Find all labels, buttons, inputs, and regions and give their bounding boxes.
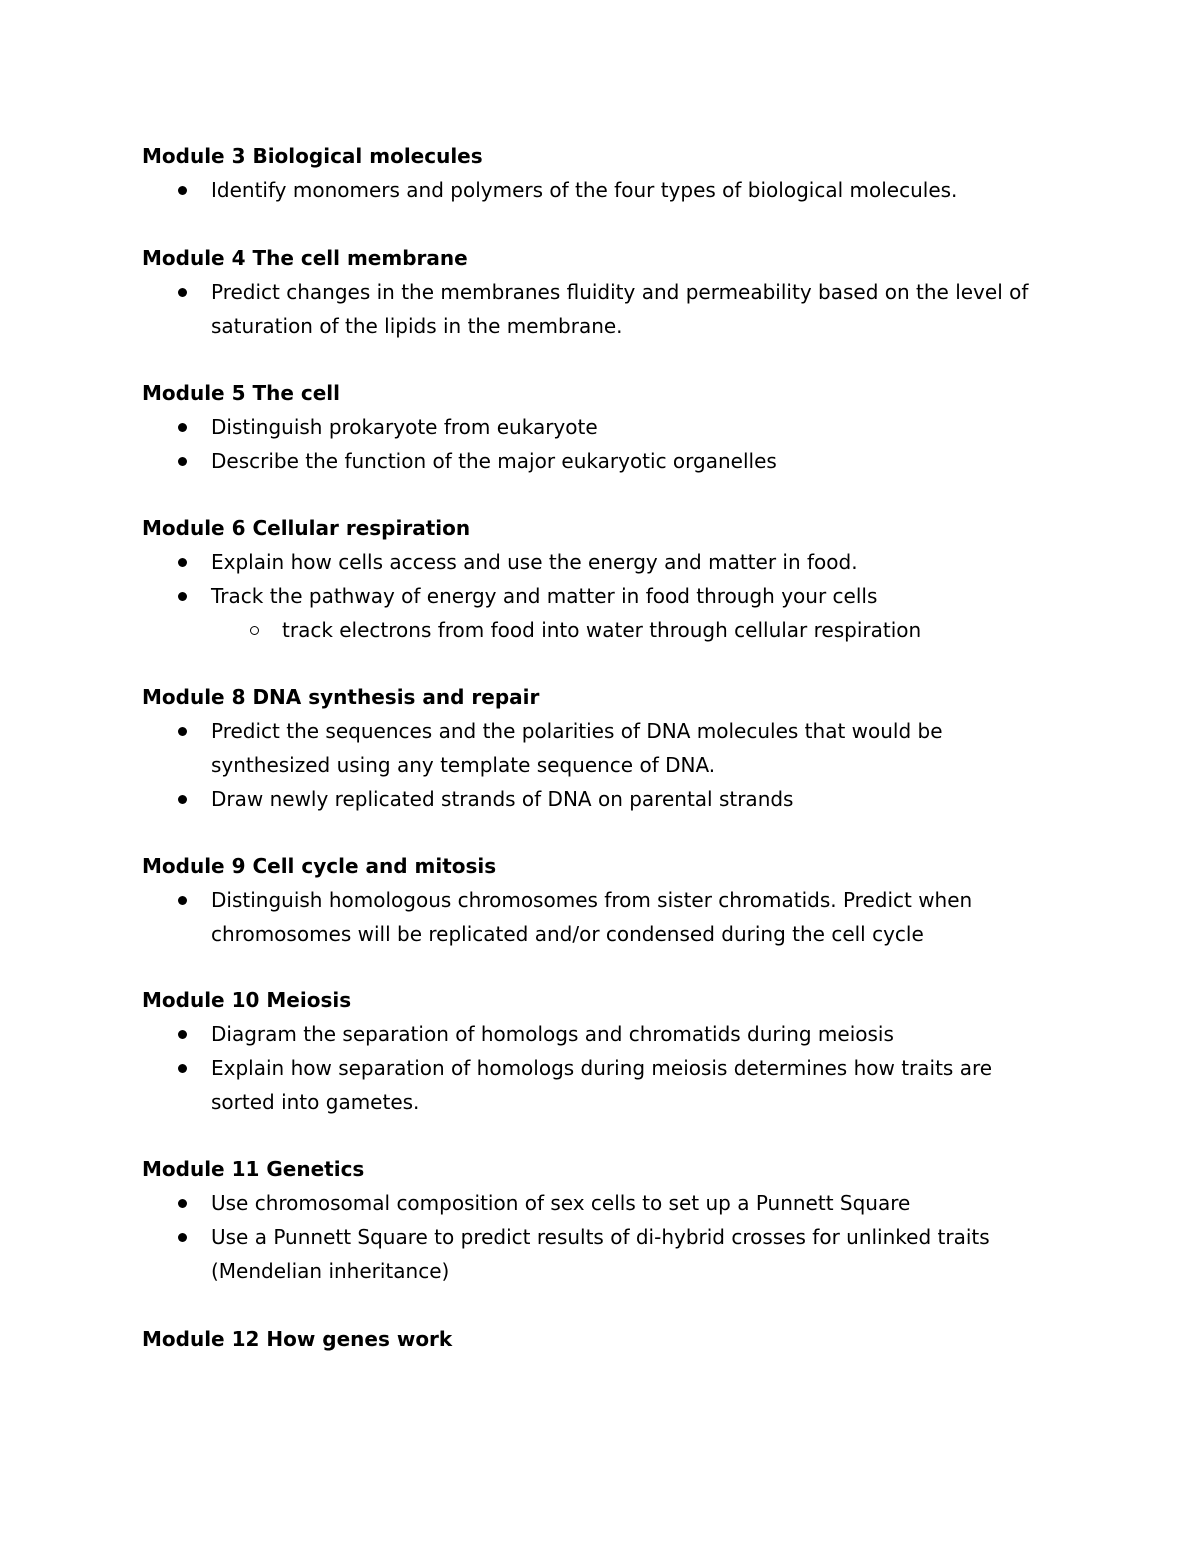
module-heading: Module 6 Cellular respiration	[142, 516, 471, 540]
list-item: Diagram the separation of homologs and chromatids during meiosis	[142, 1017, 1061, 1051]
module-heading: Module 8 DNA synthesis and repair	[142, 685, 540, 709]
module-6-section	[142, 511, 1102, 647]
filled-bullet-icon	[178, 288, 187, 297]
module-8-section	[142, 680, 1102, 816]
bullet-list	[142, 883, 1102, 951]
module-5-section	[142, 376, 1102, 478]
list-item: Identify monomers and polymers of the four types of biological molecules.	[142, 173, 1061, 207]
filled-bullet-icon	[178, 423, 187, 432]
filled-bullet-icon	[178, 1233, 187, 1242]
list-item: Distinguish homologous chromosomes from sister chromatids. Predict when chromosomes will be replicated and/or condensed during the cell cycle	[142, 883, 1061, 951]
module-11-section	[142, 1152, 1102, 1288]
module-heading: Module 4 The cell membrane	[142, 246, 468, 270]
filled-bullet-icon	[178, 186, 187, 195]
module-12-section	[142, 1322, 1102, 1356]
module-10-section	[142, 983, 1102, 1119]
list-item: Distinguish prokaryote from eukaryote	[142, 410, 1061, 444]
filled-bullet-icon	[178, 896, 187, 905]
list-item: Draw newly replicated strands of DNA on parental strands	[142, 782, 1061, 816]
module-heading: Module 3 Biological molecules	[142, 144, 483, 168]
list-item: Explain how cells access and use the energy and matter in food.	[142, 545, 1061, 579]
list-item: Use chromosomal composition of sex cells to set up a Punnett Square	[142, 1186, 1061, 1220]
module-heading: Module 9 Cell cycle and mitosis	[142, 854, 497, 878]
filled-bullet-icon	[178, 727, 187, 736]
module-3-section	[142, 139, 1102, 207]
bullet-list	[142, 410, 1102, 478]
filled-bullet-icon	[178, 457, 187, 466]
list-item: Predict the sequences and the polarities of DNA molecules that would be synthesized using any template sequence of DNA.	[142, 714, 1061, 782]
sub-list-item: track electrons from food into water through cellular respiration	[142, 613, 1062, 647]
module-9-section	[142, 849, 1102, 951]
module-heading: Module 11 Genetics	[142, 1157, 365, 1181]
filled-bullet-icon	[178, 795, 187, 804]
module-heading: Module 12 How genes work	[142, 1327, 453, 1351]
module-heading: Module 10 Meiosis	[142, 988, 352, 1012]
bullet-list	[142, 275, 1102, 343]
hollow-bullet-icon	[250, 626, 259, 635]
module-heading: Module 5 The cell	[142, 381, 340, 405]
module-4-section	[142, 241, 1102, 343]
filled-bullet-icon	[178, 558, 187, 567]
list-item: Explain how separation of homologs during meiosis determines how traits are sorted into gametes.	[142, 1051, 1061, 1119]
bullet-list	[142, 714, 1102, 816]
list-item: Track the pathway of energy and matter in food through your cells	[142, 579, 1061, 613]
bullet-list	[142, 1186, 1102, 1288]
bullet-list	[142, 545, 1102, 647]
filled-bullet-icon	[178, 1064, 187, 1073]
filled-bullet-icon	[178, 1030, 187, 1039]
bullet-list	[142, 1017, 1102, 1119]
list-item: Describe the function of the major eukaryotic organelles	[142, 444, 1061, 478]
list-item: Predict changes in the membranes fluidity and permeability based on the level of saturation of the lipids in the membrane.	[142, 275, 1061, 343]
filled-bullet-icon	[178, 1199, 187, 1208]
filled-bullet-icon	[178, 592, 187, 601]
list-item: Use a Punnett Square to predict results of di-hybrid crosses for unlinked traits (Mendelian inheritance)	[142, 1220, 1061, 1288]
bullet-list	[142, 173, 1102, 207]
